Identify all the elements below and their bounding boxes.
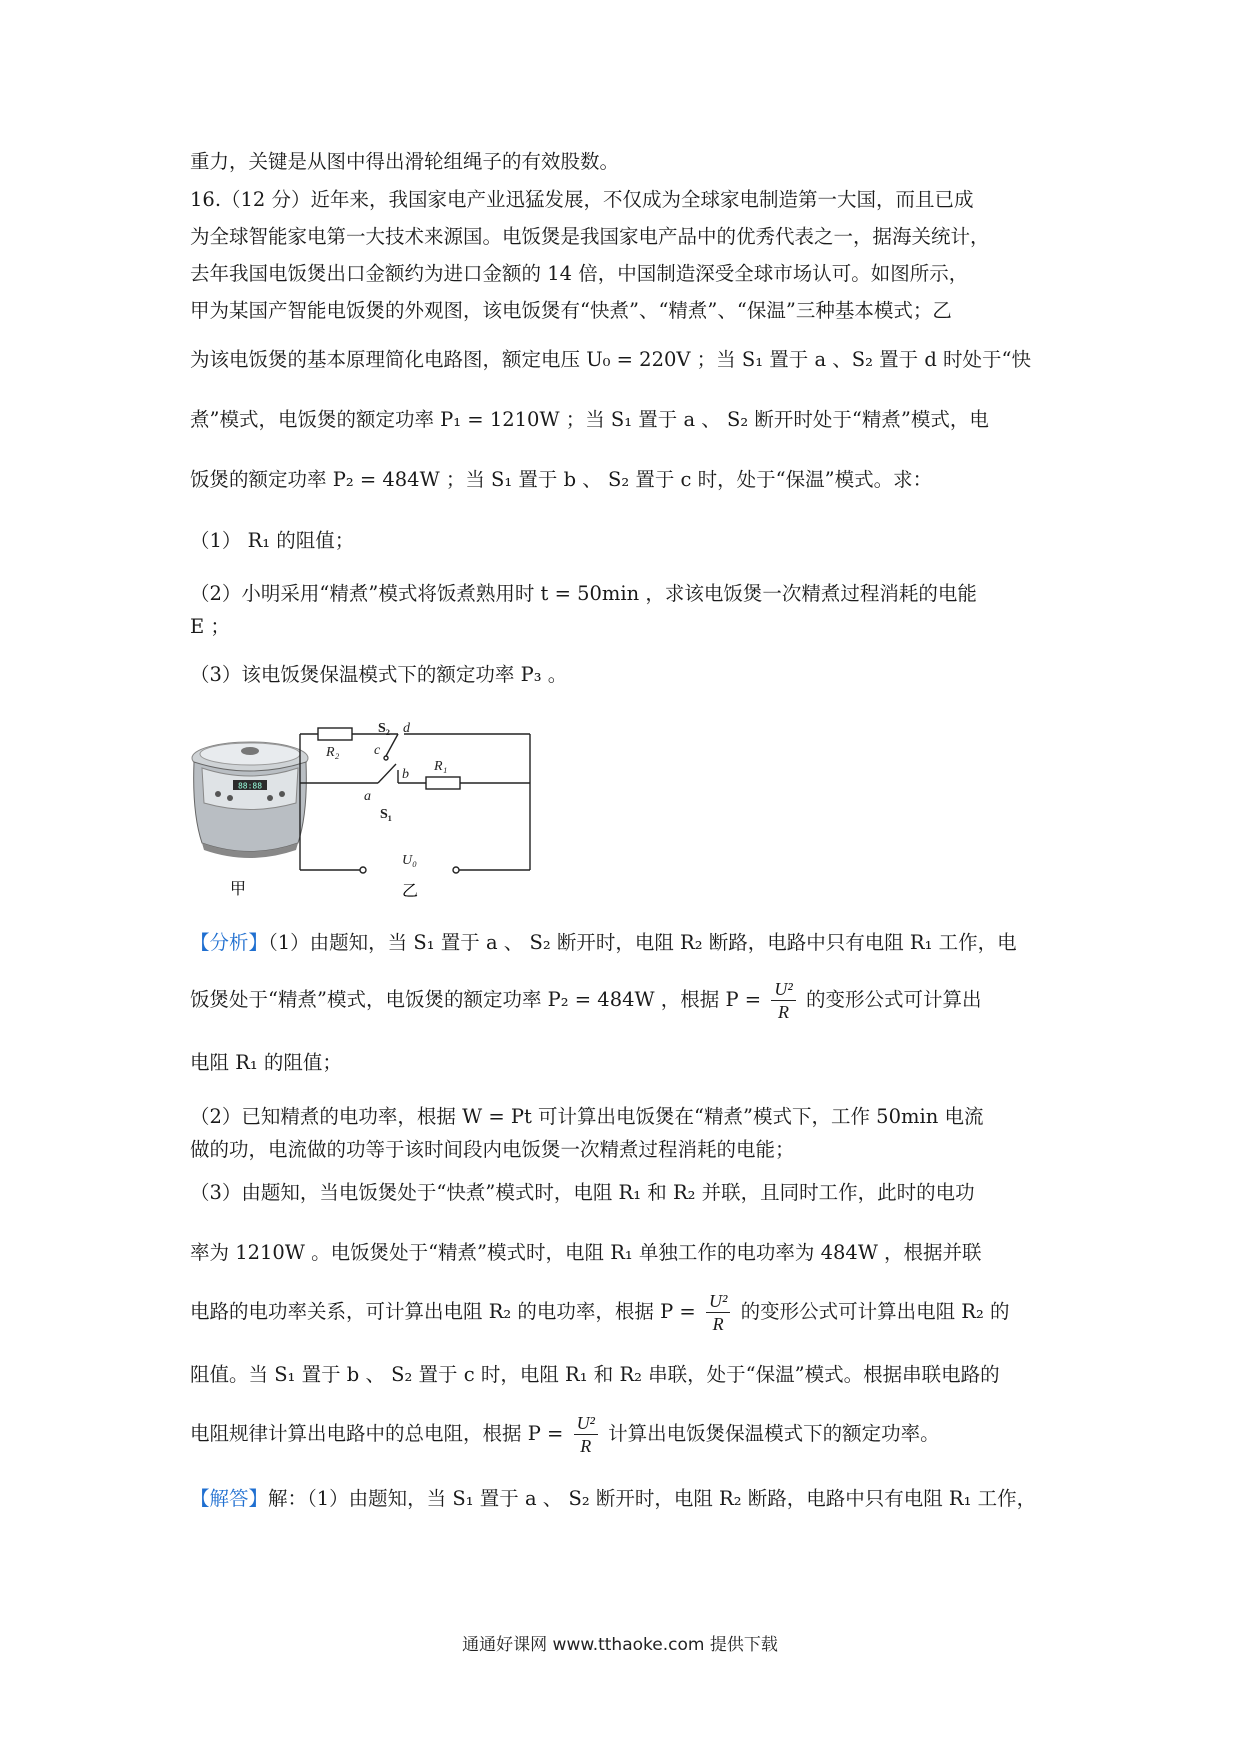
label-U0: U₀ bbox=[402, 853, 417, 868]
fraction-denominator: R bbox=[580, 1436, 592, 1456]
formula-fraction bbox=[771, 978, 795, 1023]
label-S1: S₁ bbox=[380, 807, 392, 822]
analysis-line-3: 电阻 R₁ 的阻值； bbox=[190, 1051, 342, 1074]
text-span: 解：（1）由题知，当 S₁ 置于 a 、 S₂ 断开时，电阻 R₂ 断路，电路中只有电阻 R₁ 工作， bbox=[268, 1487, 1037, 1510]
resistor-R1 bbox=[426, 777, 460, 789]
analysis-line-9: 阻值。当 S₁ 置于 b 、 S₂ 置于 c 时，电阻 R₁ 和 R₂ 串联，处于“保温”模式。根据串联电路的 bbox=[190, 1363, 1000, 1386]
analysis-line-1 bbox=[190, 928, 1060, 958]
label-a: a bbox=[364, 789, 371, 804]
text-line: 甲为某国产智能电饭煲的外观图，该电饭煲有“快煮”、“精煮”、“保温”三种基本模式；乙 bbox=[190, 299, 952, 322]
label-R2: R₂ bbox=[326, 745, 340, 760]
text-line: 为全球智能家电第一大技术来源国。电饭煲是我国家电产品中的优秀代表之一，据海关统计， bbox=[190, 225, 990, 248]
text-span: 的变形公式可计算出 bbox=[805, 988, 982, 1011]
label-yi: 乙 bbox=[402, 881, 419, 900]
text-span: （1）由题知，当 S₁ 置于 a 、 S₂ 断开时，电阻 R₂ 断路，电路中只有电阻 R₁ 工作，电 bbox=[268, 931, 1017, 954]
formula-fraction bbox=[706, 1290, 730, 1335]
sub-question-1: （1） R₁ 的阻值； bbox=[190, 529, 355, 552]
analysis-line-4: （2）已知精煮的电功率，根据 W = Pt 可计算出电饭煲在“精煮”模式下，工作 50min 电流 bbox=[190, 1105, 984, 1128]
text-line: 为该电饭煲的基本原理简化电路图，额定电压 U₀ = 220V ；当 S₁ 置于 a 、S₂ 置于 d 时处于“快 bbox=[190, 348, 1032, 371]
footer-source: 通通好课网 www.tthaoke.com 提供下载 bbox=[462, 1635, 778, 1655]
text-span: 电阻规律计算出电路中的总电阻，根据 P = bbox=[190, 1422, 564, 1445]
fraction-numerator: U² bbox=[574, 1412, 598, 1435]
text-span: 电路的电功率关系，可计算出电阻 R₂ 的电功率，根据 P = bbox=[190, 1300, 696, 1323]
analysis-line-2 bbox=[190, 978, 1060, 1023]
figure-svg bbox=[188, 718, 748, 903]
formula-fraction bbox=[574, 1412, 598, 1457]
answer-tag: 【解答】 bbox=[190, 1487, 269, 1510]
analysis-line-5: 做的功，电流做的功等于该时间段内电饭煲一次精煮过程消耗的电能； bbox=[190, 1138, 795, 1161]
label-R1: R₁ bbox=[434, 759, 448, 774]
fraction-denominator: R bbox=[712, 1314, 724, 1334]
sub-question-2-cont: E ； bbox=[190, 615, 230, 638]
text-span: 的变形公式可计算出电阻 R₂ 的 bbox=[740, 1300, 1010, 1323]
text-line: 重力，关键是从图中得出滑轮组绳子的有效股数。 bbox=[190, 150, 620, 173]
analysis-line-8 bbox=[190, 1290, 1060, 1335]
text-line: 去年我国电饭煲出口金额约为进口金额的 14 倍，中国制造深受全球市场认可。如图所示， bbox=[190, 262, 969, 285]
label-S2: S₂ bbox=[378, 721, 390, 736]
text-span: 饭煲处于“精煮”模式，电饭煲的额定功率 P₂ = 484W ，根据 P = bbox=[190, 988, 762, 1011]
sub-question-2: （2）小明采用“精煮”模式将饭煮熟用时 t = 50min ，求该电饭煲一次精煮过程消耗的电能 bbox=[190, 582, 977, 605]
analysis-line-6: （3）由题知，当电饭煲处于“快煮”模式时，电阻 R₁ 和 R₂ 并联，且同时工作，此时的电功 bbox=[190, 1181, 975, 1204]
fraction-numerator: U² bbox=[706, 1290, 730, 1313]
rice-cooker-image bbox=[192, 742, 308, 858]
question-16-line: 16.（12 分）近年来，我国家电产业迅猛发展，不仅成为全球家电制造第一大国，而且已成 bbox=[190, 188, 974, 211]
figure-cooker-circuit bbox=[188, 718, 748, 903]
text-line: 煮”模式，电饭煲的额定功率 P₁ = 1210W ；当 S₁ 置于 a 、 S₂ 断开时处于“精煮”模式，电 bbox=[190, 408, 989, 431]
analysis-line-7: 率为 1210W 。电饭煲处于“精煮”模式时，电阻 R₁ 单独工作的电功率为 484W ，根据并联 bbox=[190, 1241, 982, 1264]
label-d: d bbox=[403, 721, 410, 736]
answer-line-1 bbox=[190, 1484, 1060, 1514]
fraction-numerator: U² bbox=[771, 978, 795, 1001]
label-b: b bbox=[402, 767, 409, 782]
label-jia: 甲 bbox=[230, 879, 247, 898]
analysis-tag: 【分析】 bbox=[190, 931, 269, 954]
resistor-R2 bbox=[318, 728, 352, 740]
text-line: 饭煲的额定功率 P₂ = 484W ；当 S₁ 置于 b 、 S₂ 置于 c 时，处于“保温”模式。求： bbox=[190, 468, 933, 491]
sub-question-3: （3）该电饭煲保温模式下的额定功率 P₃ 。 bbox=[190, 663, 568, 686]
text-span: 计算出电饭煲保温模式下的额定功率。 bbox=[608, 1422, 940, 1445]
fraction-denominator: R bbox=[778, 1002, 790, 1022]
analysis-line-10 bbox=[190, 1412, 1060, 1457]
cooker-display-text: 88:88 bbox=[237, 781, 263, 791]
label-c: c bbox=[374, 743, 381, 758]
